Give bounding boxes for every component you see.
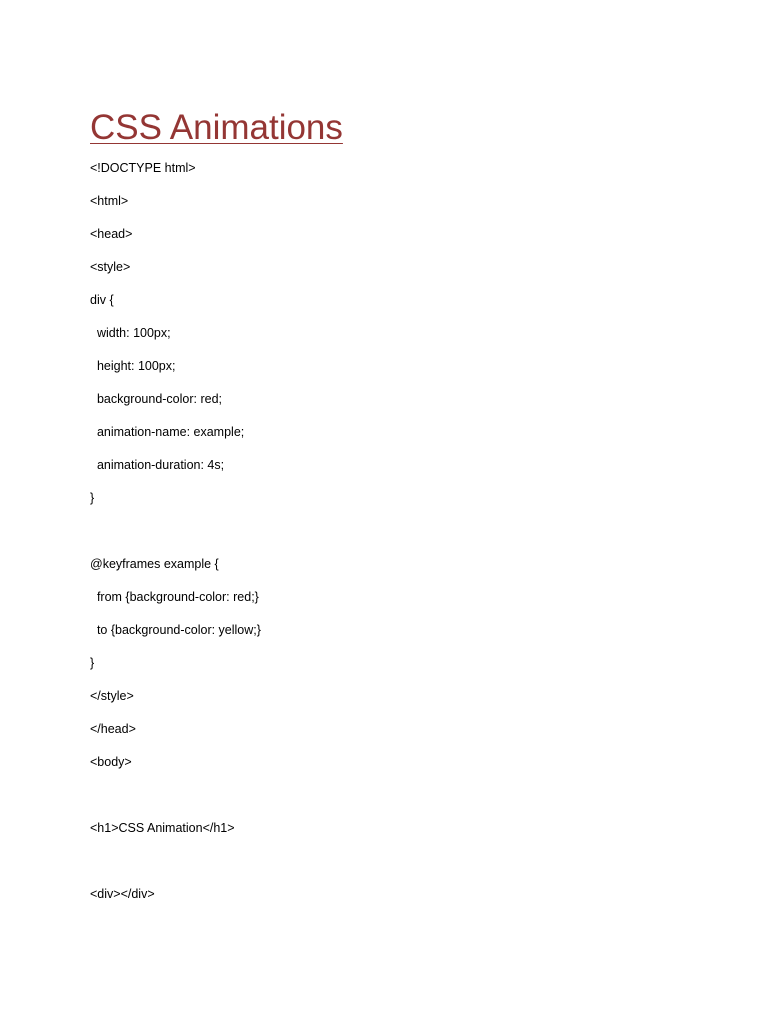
page-title: CSS Animations — [90, 108, 343, 147]
blank-line — [90, 850, 261, 883]
code-line: animation-duration: 4s; — [90, 458, 225, 472]
code-line: to {background-color: yellow;} — [90, 623, 261, 637]
code-line: animation-name: example; — [90, 425, 245, 439]
code-line: from {background-color: red;} — [90, 590, 259, 604]
code-line: } — [90, 491, 95, 505]
code-line: @keyframes example { — [90, 557, 219, 571]
code-line: } — [90, 656, 95, 670]
code-line: <html> — [90, 194, 129, 208]
code-line: <!DOCTYPE html> — [90, 161, 196, 175]
code-line: <style> — [90, 260, 131, 274]
code-line: width: 100px; — [90, 326, 171, 340]
code-line: <h1>CSS Animation</h1> — [90, 821, 235, 835]
blank-line — [90, 520, 261, 553]
code-line: </style> — [90, 689, 134, 703]
code-line: <body> — [90, 755, 132, 769]
code-line: <head> — [90, 227, 133, 241]
code-listing — [90, 157, 261, 916]
code-line: <div></div> — [90, 887, 155, 901]
blank-line — [90, 784, 261, 817]
code-line: div { — [90, 293, 114, 307]
code-line: height: 100px; — [90, 359, 176, 373]
code-line: </head> — [90, 722, 136, 736]
code-line: background-color: red; — [90, 392, 223, 406]
